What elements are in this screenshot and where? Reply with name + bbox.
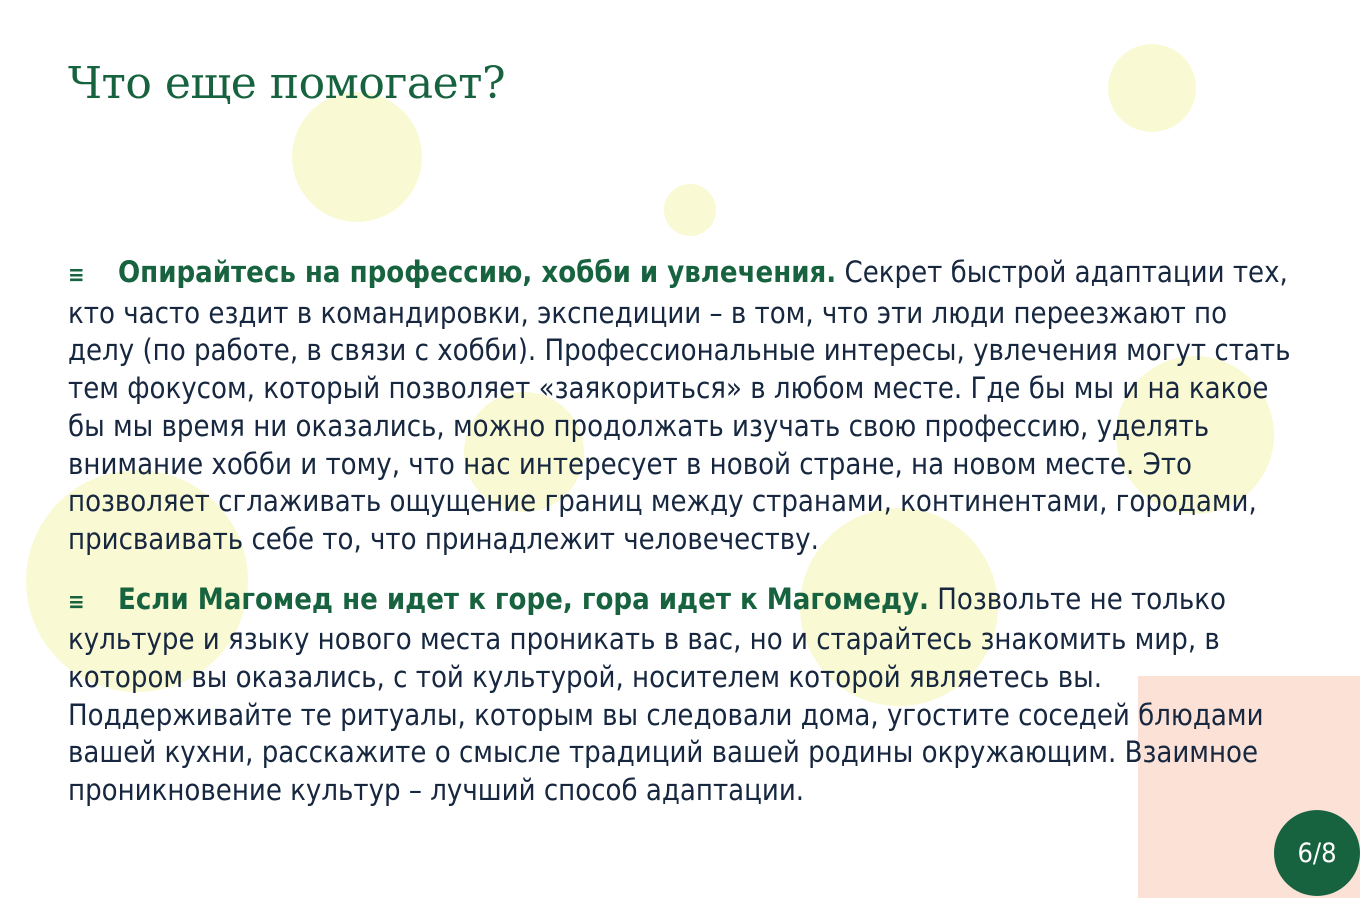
bullet-marker-icon: ≡ — [68, 589, 85, 615]
slide-title: Что еще помогает? — [68, 58, 506, 109]
bullet-item — [68, 254, 1298, 559]
decor-circle — [664, 184, 716, 236]
bullet-text: Позвольте не только культуре и языку нового места проникать в вас, но и старайтесь знакомить мир, в котором вы оказались, с той культурой, носителем которой являетесь вы. Поддерживайте те ритуалы, которым вы следовали дома, угостите соседей блюдами вашей кухни, расскажите о смысле традиций вашей родины окружающим. Взаимное проникновение культур – лучший способ адаптации. — [68, 581, 1264, 808]
bullet-list — [68, 254, 1298, 832]
bullet-marker-icon: ≡ — [68, 263, 85, 288]
bullet-item — [68, 581, 1298, 810]
page-number-badge: 6/8 — [1274, 810, 1360, 896]
bullet-lead: Если Магомед не идет к горе, гора идет к Магомеду. — [118, 581, 929, 616]
decor-circle — [292, 92, 422, 222]
bullet-lead: Опирайтесь на профессию, хобби и увлечения. — [118, 255, 837, 289]
decor-circle — [1108, 44, 1196, 132]
bullet-text: Секрет быстрой адаптации тех, кто часто ездит в командировки, экспедиции – в том, что эти люди переезжают по делу (по работе, в связи с хобби). Профессиональные интересы, увлечения могут стать тем фокусом, который позволяет «заякориться» в любом месте. Где бы мы и на какое бы мы время ни оказались, можно продолжать изучать свою профессию, уделять внимание хобби и тому, что нас интересует в новой стране, на новом месте. Это позволяет сглаживать ощущение границ между странами, континентами, городами, присваивать себе то, что принадлежит человечеству. — [68, 255, 1291, 556]
